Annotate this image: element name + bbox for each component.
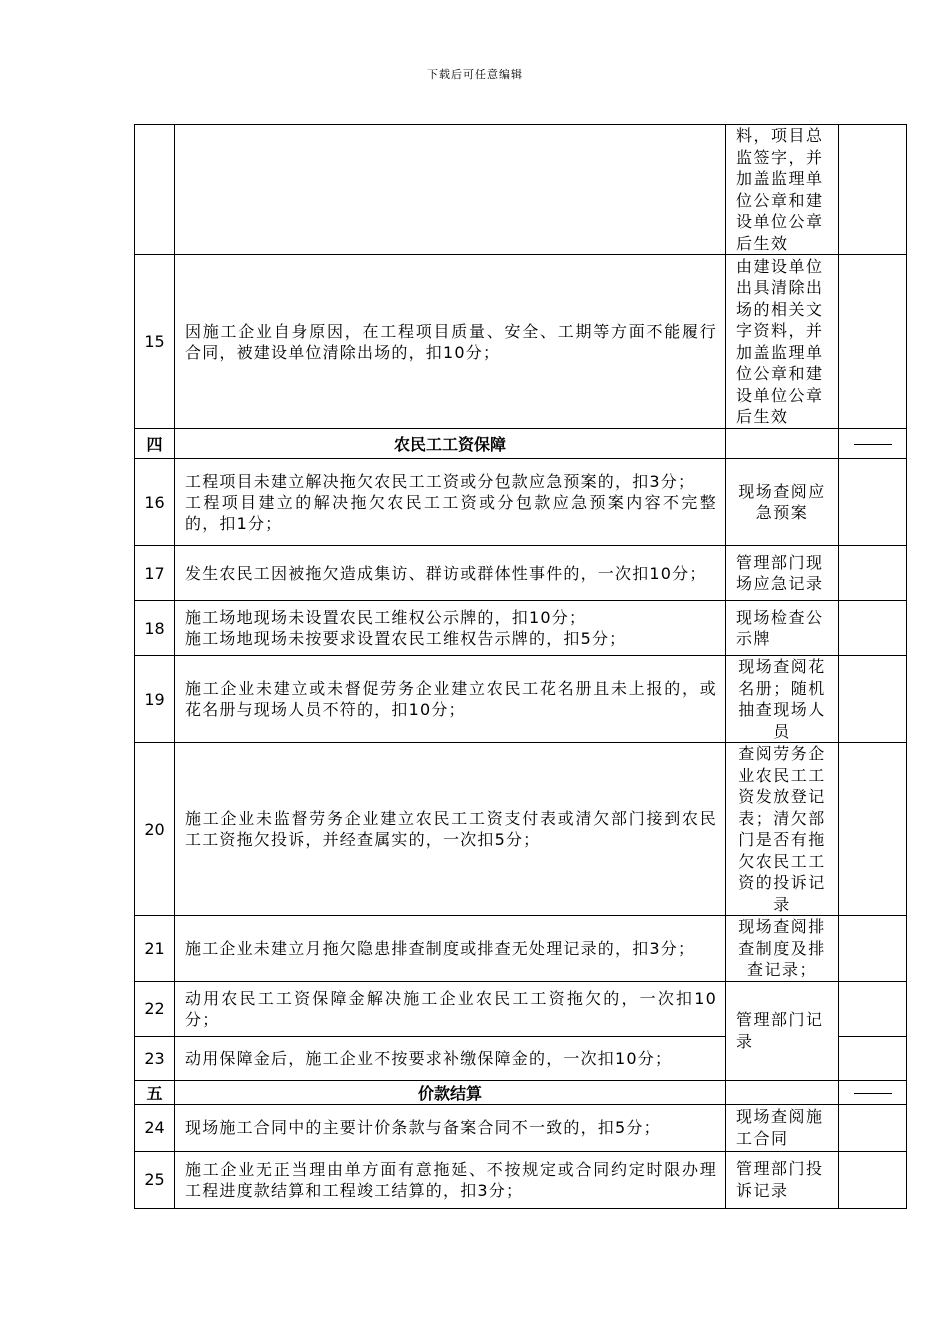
dash-line <box>854 444 892 445</box>
row-check-method: 现场查阅施工合同 <box>726 1104 839 1151</box>
row-number: 25 <box>135 1151 175 1208</box>
section-dash <box>839 1080 907 1104</box>
row-check-method: 现场查阅排查制度及排查记录； <box>726 916 839 982</box>
row-text <box>175 125 726 255</box>
row-score <box>839 601 907 656</box>
row-check-method: 管理部门投诉记录 <box>726 1151 839 1208</box>
row-check-method: 由建设单位出具清除出场的相关文字资料，并加盖监理单位公章和建设单位公章后生效 <box>726 255 839 429</box>
row-check-method: 管理部门现场应急记录 <box>726 546 839 601</box>
row-number: 24 <box>135 1104 175 1151</box>
row-score <box>839 255 907 429</box>
table-row <box>135 255 907 429</box>
row-text-line-2: 工程项目建立的解决拖欠农民工工资或分包款应急预案内容不完整的，扣1分； <box>185 492 717 533</box>
row-text: 施工企业未建立或未督促劳务企业建立农民工花名册且未上报的，或花名册与现场人员不符的，扣10分； <box>175 656 726 743</box>
row-score <box>839 656 907 743</box>
row-text <box>175 459 726 546</box>
table-row <box>135 125 907 255</box>
row-check-method: 现场查阅花名册；随机抽查现场人员 <box>726 656 839 743</box>
section-dash <box>839 429 907 459</box>
table-row <box>135 601 907 656</box>
row-text: 施工企业未监督劳务企业建立农民工工资支付表或清欠部门接到农民工工资拖欠投诉，并经查属实的，一次扣5分； <box>175 743 726 916</box>
row-number: 22 <box>135 981 175 1036</box>
row-score <box>839 916 907 982</box>
table-row <box>135 981 907 1036</box>
row-text: 施工企业无正当理由单方面有意拖延、不按规定或合同约定时限办理工程进度款结算和工程竣工结算的，扣3分； <box>175 1151 726 1208</box>
table-row <box>135 656 907 743</box>
row-score <box>839 546 907 601</box>
row-score <box>839 743 907 916</box>
row-text: 发生农民工因被拖欠造成集访、群访或群体性事件的，一次扣10分； <box>175 546 726 601</box>
section-check <box>726 1080 839 1104</box>
section-title: 农民工工资保障 <box>175 429 726 459</box>
row-check-method: 管理部门记录 <box>726 981 839 1080</box>
row-text-line-1: 工程项目未建立解决拖欠农民工工资或分包款应急预案的，扣3分； <box>185 471 696 491</box>
row-text <box>175 601 726 656</box>
row-score <box>839 459 907 546</box>
row-score <box>839 1036 907 1080</box>
table-row <box>135 1104 907 1151</box>
row-number: 21 <box>135 916 175 982</box>
row-number <box>135 125 175 255</box>
section-row <box>135 429 907 459</box>
row-number: 17 <box>135 546 175 601</box>
table-row <box>135 459 907 546</box>
section-title: 价款结算 <box>175 1080 726 1104</box>
table-row <box>135 1151 907 1208</box>
row-number: 16 <box>135 459 175 546</box>
row-check-method: 现场检查公示牌 <box>726 601 839 656</box>
row-text: 现场施工合同中的主要计价条款与备案合同不一致的，扣5分； <box>175 1104 726 1151</box>
row-number: 23 <box>135 1036 175 1080</box>
row-number: 19 <box>135 656 175 743</box>
row-score <box>839 1151 907 1208</box>
row-number: 18 <box>135 601 175 656</box>
table-row <box>135 546 907 601</box>
row-text: 因施工企业自身原因，在工程项目质量、安全、工期等方面不能履行合同，被建设单位清除出场的，扣10分； <box>175 255 726 429</box>
table-row <box>135 916 907 982</box>
section-number: 四 <box>135 429 175 459</box>
row-number: 20 <box>135 743 175 916</box>
row-text: 动用农民工工资保障金解决施工企业农民工工资拖欠的，一次扣10分； <box>175 981 726 1036</box>
row-check-method: 查阅劳务企业农民工工资发放登记表；清欠部门是否有拖欠农民工工资的投诉记录 <box>726 743 839 916</box>
scoring-table <box>134 124 907 1209</box>
dash-line <box>854 1093 892 1094</box>
row-score <box>839 981 907 1036</box>
row-score <box>839 1104 907 1151</box>
row-text: 施工企业未建立月拖欠隐患排查制度或排查无处理记录的，扣3分； <box>175 916 726 982</box>
section-number: 五 <box>135 1080 175 1104</box>
page-header: 下载后可任意编辑 <box>427 68 523 81</box>
row-text-line-2: 施工场地现场未按要求设置农民工维权告示牌的，扣5分； <box>185 629 627 648</box>
section-check <box>726 429 839 459</box>
row-text-line-1: 施工场地现场未设置农民工维权公示牌的，扣10分； <box>185 608 587 627</box>
row-check-method: 料，项目总监签字，并加盖监理单位公章和建设单位公章后生效 <box>726 125 839 255</box>
row-score <box>839 125 907 255</box>
row-text: 动用保障金后，施工企业不按要求补缴保障金的，一次扣10分； <box>175 1036 726 1080</box>
section-row <box>135 1080 907 1104</box>
table-row <box>135 743 907 916</box>
row-number: 15 <box>135 255 175 429</box>
row-check-method: 现场查阅应急预案 <box>726 459 839 546</box>
